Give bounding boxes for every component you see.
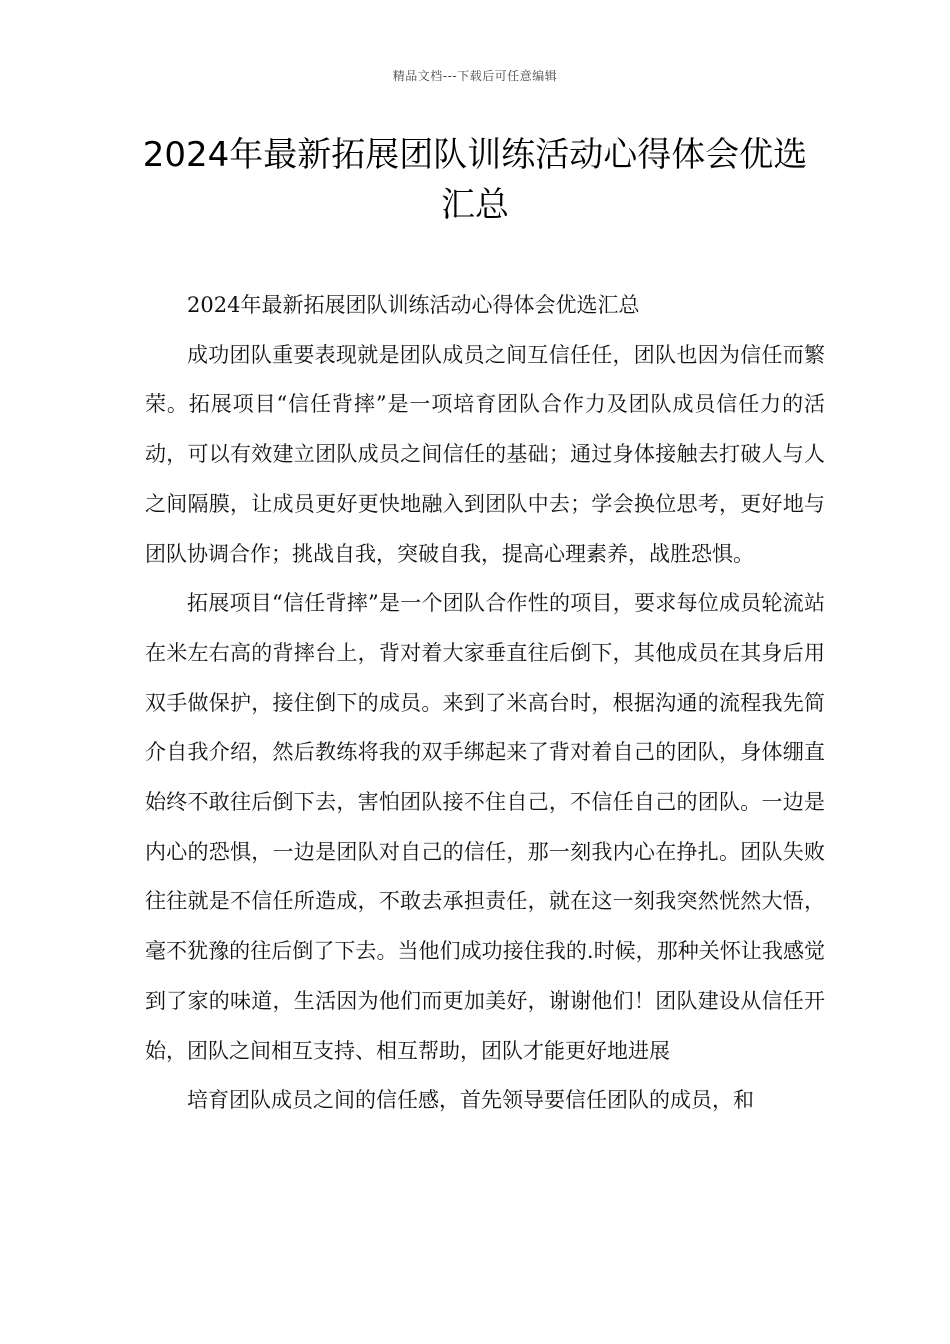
- paragraph-intro: 2024年最新拓展团队训练活动心得体会优选汇总: [187, 293, 640, 317]
- paragraph: 成功团队重要表现就是团队成员之间互信任任，团队也因为信任而繁荣。拓展项目“信任背摔”是一项培育团队合作力及团队成员信任力的活动，可以有效建立团队成员之间信任的基础；通过身体接触去打破人与人之间隔膜，让成员更好更快地融入到团队中去；学会换位思考，更好地与团队协调合作；挑战自我，突破自我，提高心理素养，战胜恐惧。: [145, 342, 825, 566]
- paragraph: 拓展项目“信任背摔”是一个团队合作性的项目，要求每位成员轮流站在米左右高的背摔台上，背对着大家垂直往后倒下，其他成员在其身后用双手做保护，接住倒下的成员。来到了米高台时，根据沟通的流程我先简介自我介绍，然后教练将我的双手绑起来了背对着自己的团队，身体绷直始终不敢往后倒下去，害怕团队接不住自己，不信任自己的团队。一边是内心的恐惧，一边是团队对自己的信任，那一刻我内心在挣扎。团队失败往往就是不信任所造成，不敢去承担责任，就在这一刻我突然恍然大悟，毫不犹豫的往后倒了下去。当他们成功接住我的.时候，那种关怀让我感觉到了家的味道，生活因为他们而更加美好，谢谢他们！团队建设从信任开始，团队之间相互支持、相互帮助，团队才能更好地进展: [145, 591, 825, 1063]
- document-body: [145, 281, 825, 1126]
- paragraph: 培育团队成员之间的信任感，首先领导要信任团队的成员，和: [187, 1088, 754, 1113]
- header-note: 精品文档---下载后可任意编辑: [392, 69, 558, 83]
- document-title: 2024年最新拓展团队训练活动心得体会优选汇总: [142, 135, 808, 225]
